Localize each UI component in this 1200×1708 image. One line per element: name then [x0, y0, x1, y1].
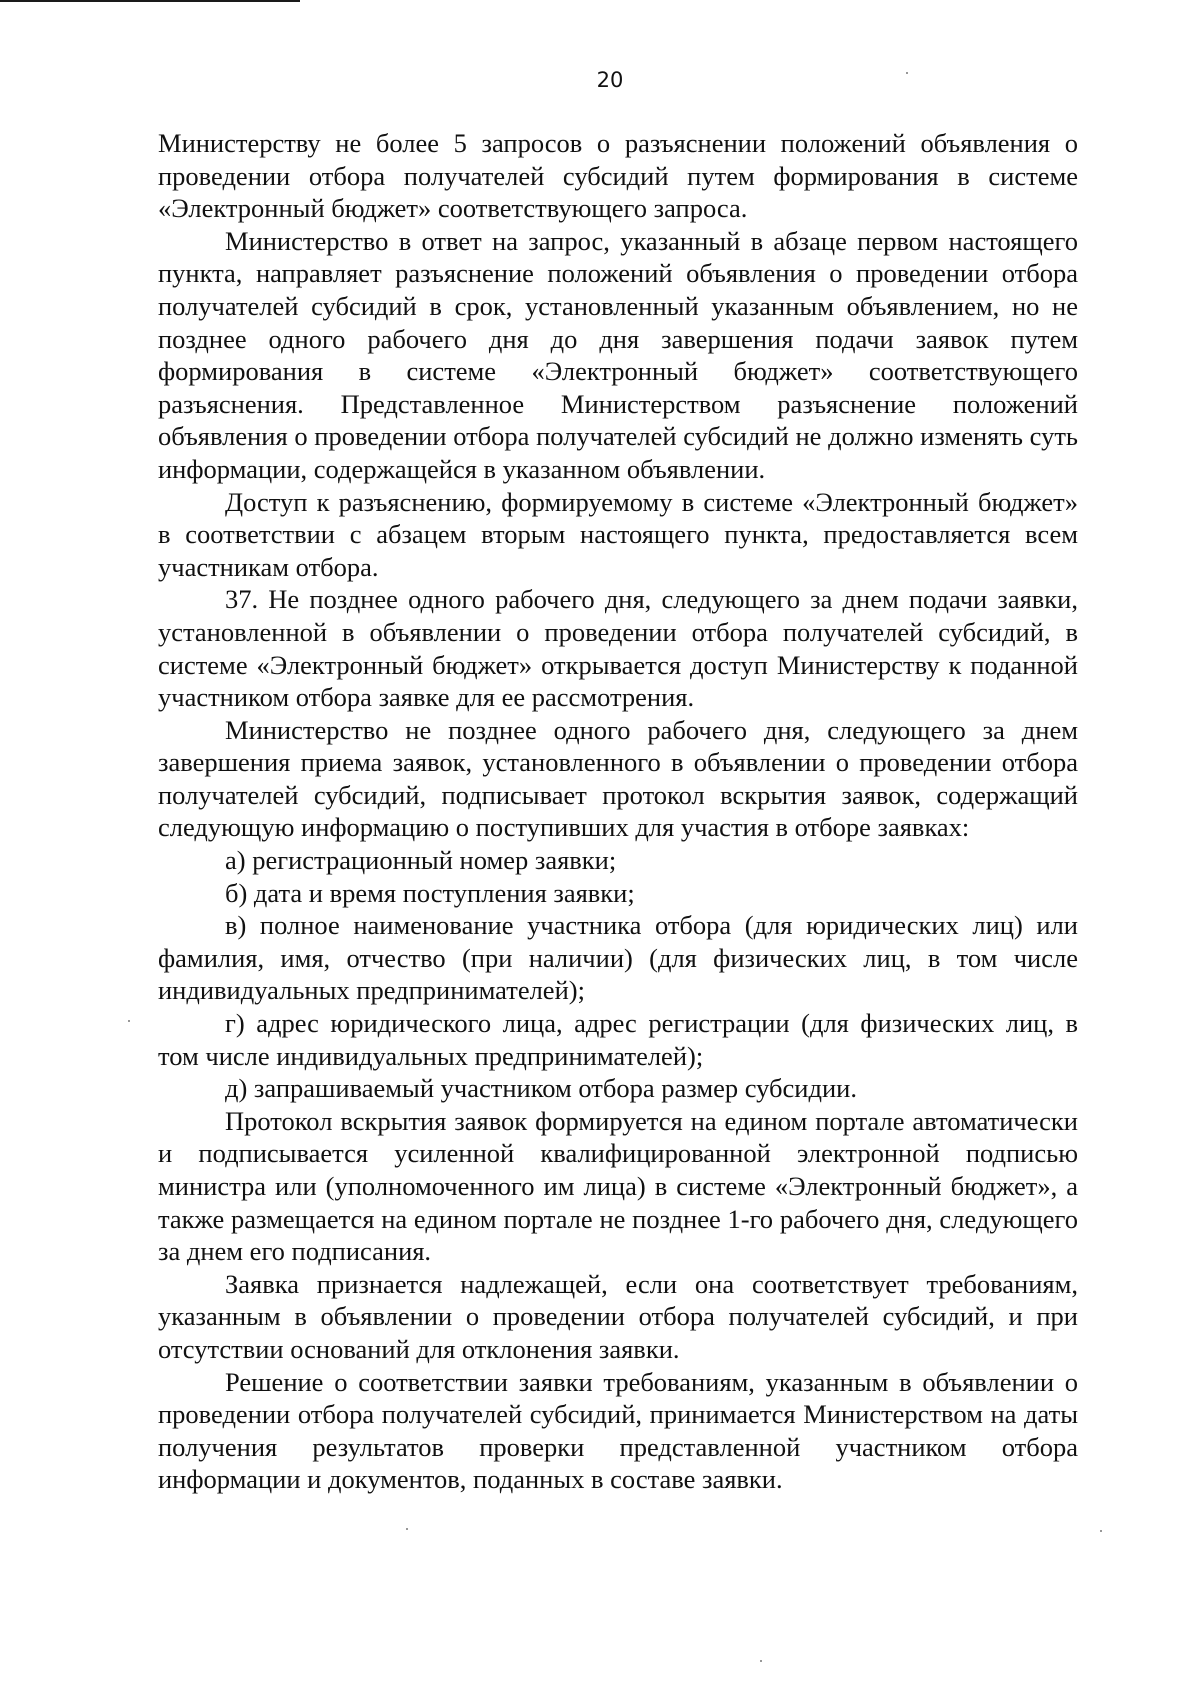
paragraph-item-37: 37. Не позднее одного рабочего дня, следующего за днем подачи заявки, установленной в объявлении о проведении отбора получателей субсидий, в системе «Электронный бюджет» открывается доступ Министерству к поданной участником отбора заявке для ее рассмотрения. [158, 584, 1078, 713]
paragraph-opening-protocol: Министерство не позднее одного рабочего дня, следующего за днем завершения приема заявок, установленного в объявлении о проведении отбора получателей субсидий, подписывает протокол вскрытия заявок, содержащий следующую информацию о поступивших для участия в отборе заявках: [158, 714, 1078, 843]
paragraph-application-proper: Заявка признается надлежащей, если она соответствует требованиям, указанным в объявлении о проведении отбора получателей субсидий, и при отсутствии оснований для отклонения заявки. [158, 1268, 1078, 1364]
paragraph-compliance-decision: Решение о соответствии заявки требованиям, указанным в объявлении о проведении отбора получателей субсидий, принимается Министерством на даты получения результатов проверки представленной участником отбора информации и документов, поданных в составе заявки. [158, 1366, 1078, 1495]
scan-speck [406, 1528, 408, 1530]
scan-speck [128, 1020, 130, 1022]
list-item-a: а) регистрационный номер заявки; [225, 845, 617, 876]
list-item-v: в) полное наименование участника отбора (для юридических лиц) или фамилия, имя, отчество (при наличии) (для физических лиц, в том числе индивидуальных предпринимателей); [158, 910, 1078, 1006]
document-body [158, 127, 1078, 1496]
scan-speck [1100, 1530, 1102, 1532]
paragraph-continuation: Министерству не более 5 запросов о разъяснении положений объявления о проведении отбора получателей субсидий путем формирования в системе «Электронный бюджет» соответствующего запроса. [158, 128, 1078, 224]
list-item-g: г) адрес юридического лица, адрес регистрации (для физических лиц, в том числе индивидуальных предпринимателей); [158, 1008, 1078, 1071]
paragraph-ministry-response: Министерство в ответ на запрос, указанный в абзаце первом настоящего пункта, направляет разъяснение положений объявления о проведении отбора получателей субсидий в срок, установленный указанным объявлением, но не позднее одного рабочего дня до дня завершения подачи заявок путем формирования в системе «Электронный бюджет» соответствующего разъяснения. Представленное Министерством разъяснение положений объявления о проведении отбора получателей субсидий не должно изменять суть информации, содержащейся в указанном объявлении. [158, 225, 1078, 484]
paragraph-protocol-signing: Протокол вскрытия заявок формируется на едином портале автоматически и подписывается усиленной квалифицированной электронной подписью министра или (уполномоченного им лица) в системе «Электронный бюджет», а также размещается на едином портале не позднее 1-го рабочего дня, следующего за днем его подписания. [158, 1105, 1078, 1267]
list-item-b: б) дата и время поступления заявки; [225, 877, 635, 908]
scan-edge-line [0, 0, 300, 2]
list-item-d: д) запрашиваемый участником отбора размер субсидии. [225, 1073, 857, 1104]
scan-speck [906, 72, 908, 74]
scan-speck [760, 1660, 762, 1662]
page-number: 20 [596, 68, 624, 92]
paragraph-access-to-clarification: Доступ к разъяснению, формируемому в системе «Электронный бюджет» в соответствии с абзацем вторым настоящего пункта, предоставляется всем участникам отбора. [158, 486, 1078, 582]
